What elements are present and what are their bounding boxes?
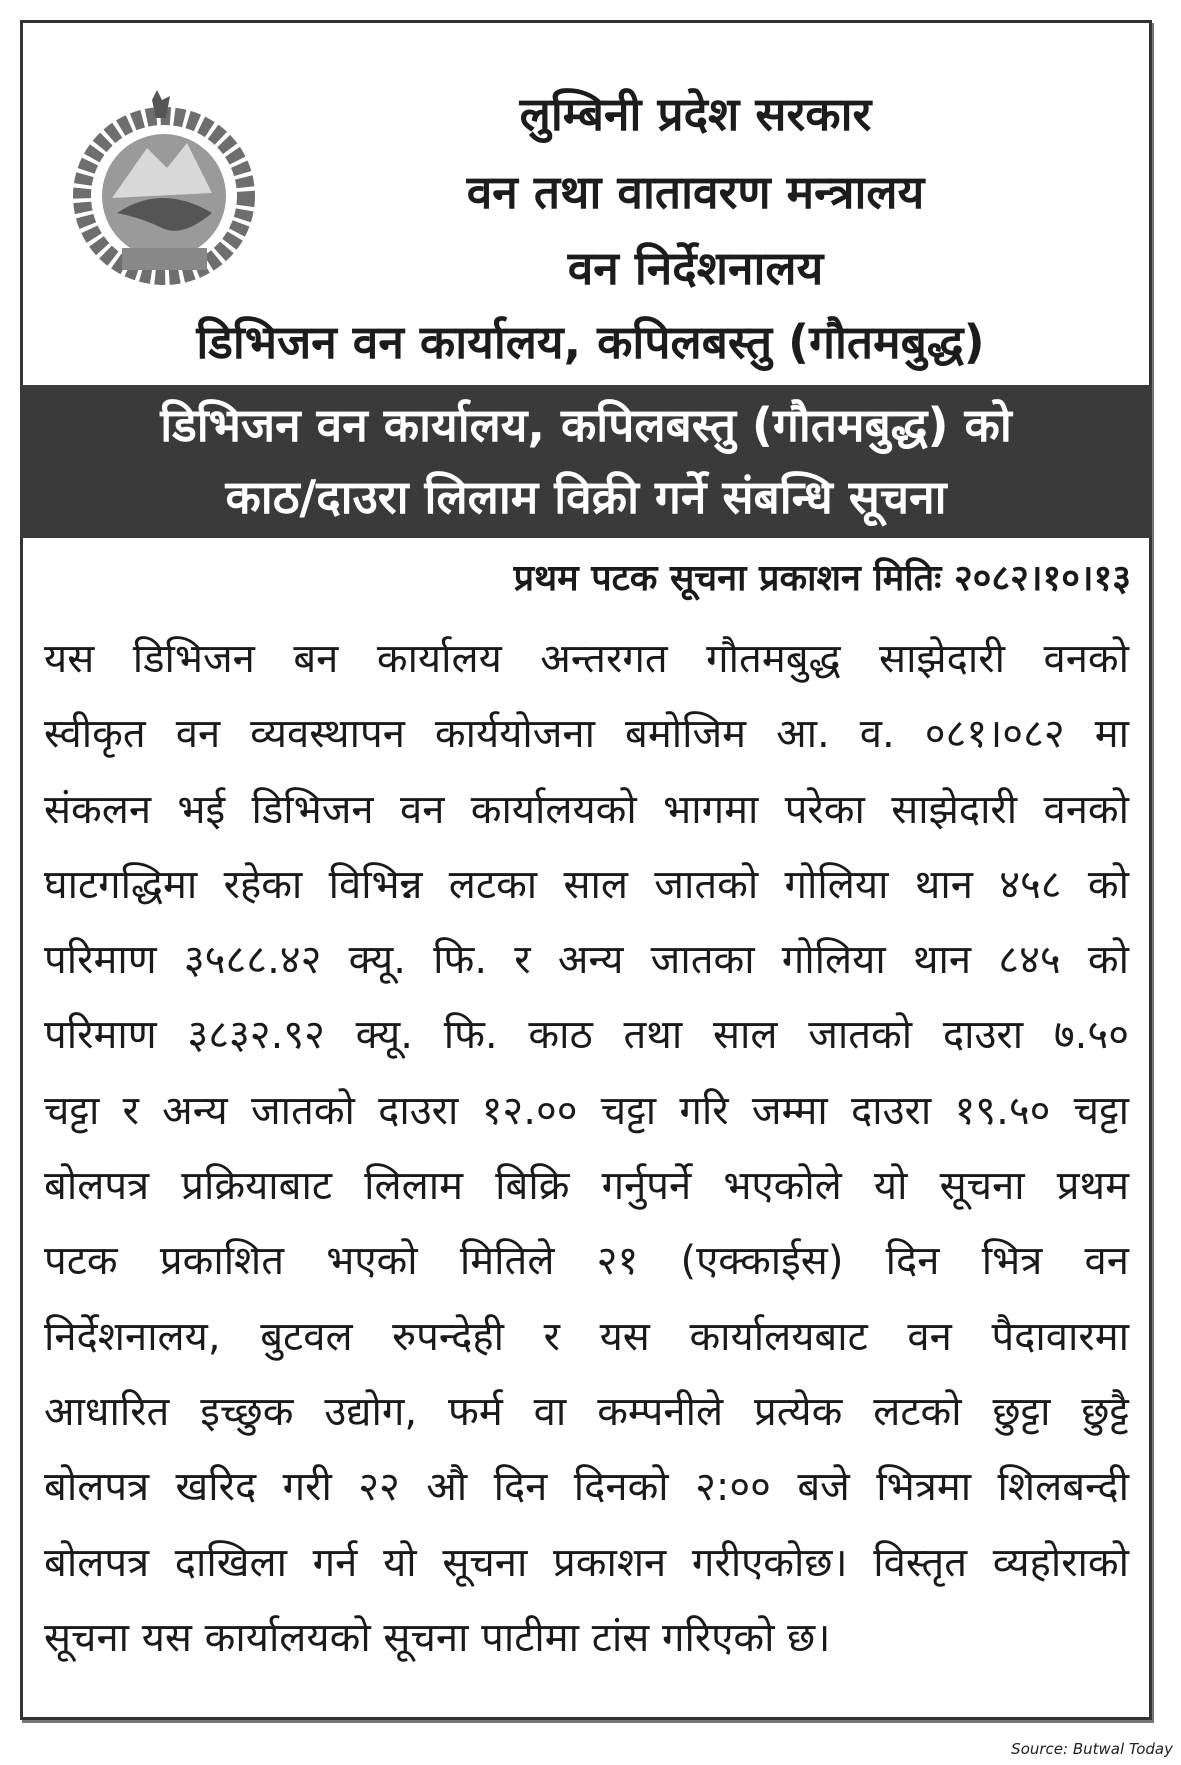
notice-title-line-1: डिभिजन वन कार्यालय, कपिलबस्तु (गौतमबुद्ध) को bbox=[160, 398, 1012, 452]
body-line: परिमाण ३५८८.४२ क्यू. फि. र अन्य जातका गोलिया थान ८४५ को bbox=[44, 937, 1129, 984]
body-line: निर्देशनालय, बुटवल रुपन्देही र यस कार्यालयबाट वन पैदावारमा bbox=[44, 1313, 1129, 1360]
body-line: बोलपत्र दाखिला गर्न यो सूचना प्रकाशन गरीएकोछ। विस्तृत व्यहोराको bbox=[44, 1539, 1129, 1586]
directorate-name: वन निर्देशनालय bbox=[567, 241, 824, 295]
body-line: यस डिभिजन बन कार्यालय अन्तरगत गौतमबुद्ध साझेदारी वनको bbox=[44, 636, 1129, 682]
body-line: आधारित इच्छुक उद्योग, फर्म वा कम्पनीले प्रत्येक लटको छुट्टा छुट्टै bbox=[44, 1388, 1129, 1435]
notice-title-band bbox=[20, 385, 1152, 538]
ministry-name: वन तथा वातावरण मन्त्रालय bbox=[466, 165, 925, 219]
body-line: बोलपत्र प्रक्रियाबाट लिलाम बिक्रि गर्नुपर्ने भएकोले यो सूचना प्रथम bbox=[44, 1163, 1129, 1210]
body-line: चट्टा र अन्य जातको दाउरा १२.०० चट्टा गरि जम्मा दाउरा १९.५० चट्टा bbox=[44, 1087, 1129, 1134]
office-name: डिभिजन वन कार्यालय, कपिलबस्तु (गौतमबुद्ध) bbox=[196, 315, 985, 369]
body-line: बोलपत्र खरिद गरी २२ औ दिन दिनको २:०० बजे भित्रमा शिलबन्दी bbox=[44, 1464, 1129, 1511]
body-line: घाटगद्धिमा रहेका विभिन्न लटका साल जातको गोलिया थान ४५८ को bbox=[44, 861, 1129, 908]
source-credit: Source: Butwal Today bbox=[1011, 1740, 1173, 1758]
government-name: लुम्बिनी प्रदेश सरकार bbox=[519, 87, 872, 141]
body-line: परिमाण ३८३२.९२ क्यू. फि. काठ तथा साल जातको दाउरा ७.५० bbox=[44, 1012, 1129, 1059]
publication-date: प्रथम पटक सूचना प्रकाशन मितिः २०८२।१०।१३ bbox=[513, 558, 1131, 599]
notice-body bbox=[44, 622, 1129, 1676]
notice-title-line-2: काठ/दाउरा लिलाम विक्री गर्ने संबन्धि सूचना bbox=[225, 470, 947, 524]
body-line: संकलन भई डिभिजन वन कार्यालयको भागमा परेका साझेदारी वनको bbox=[44, 786, 1129, 833]
body-line: सूचना यस कार्यालयको सूचना पाटीमा टांस गरिएको छ। bbox=[44, 1614, 831, 1661]
body-line: स्वीकृत वन व्यवस्थापन कार्ययोजना बमोजिम आ. व. ०८१।०८२ मा bbox=[44, 711, 1129, 758]
body-line: पटक प्रकाशित भएको मितिले २१ (एक्काईस) दिन भित्र वन bbox=[44, 1238, 1129, 1285]
